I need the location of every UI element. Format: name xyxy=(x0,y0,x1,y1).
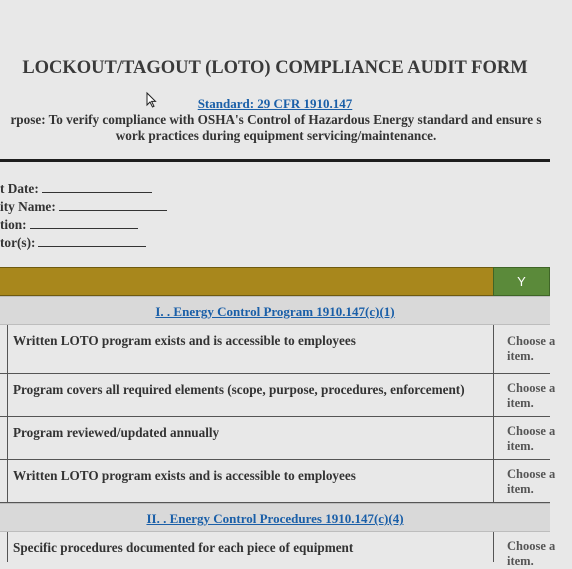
choose-item-line-2: item. xyxy=(507,349,534,363)
choose-item-line-1: Choose a xyxy=(507,334,556,348)
facility-name-label: ity Name: xyxy=(0,199,56,214)
section-link-energy-control-program[interactable]: I. . Energy Control Program 1910.147(c)(1) xyxy=(155,304,395,319)
table-header-row xyxy=(0,267,550,296)
row-gutter xyxy=(0,460,8,502)
section-heading-energy-control-program xyxy=(0,296,550,325)
table-row xyxy=(0,532,556,568)
choose-item-dropdown[interactable] xyxy=(493,325,556,373)
row-gutter xyxy=(0,325,8,373)
checklist-question: Written LOTO program exists and is accessible to employees xyxy=(13,468,356,483)
table-header-yes-column: Y xyxy=(493,267,550,296)
location-input-line[interactable] xyxy=(30,216,138,229)
choose-item-line-2: item. xyxy=(507,482,534,496)
auditors-label: tor(s): xyxy=(0,235,36,250)
choose-item-line-1: Choose a xyxy=(507,424,556,438)
purpose-line-1: rpose: To verify compliance with OSHA's Control of Hazardous Energy standard and ensure s xyxy=(10,112,542,127)
facility-name-input-line[interactable] xyxy=(59,198,167,211)
purpose-text xyxy=(0,112,572,144)
checklist-question: Written LOTO program exists and is accessible to employees xyxy=(13,333,356,348)
row-gutter xyxy=(0,417,8,459)
choose-item-dropdown[interactable] xyxy=(493,460,556,502)
section-link-energy-control-procedures[interactable]: II. . Energy Control Procedures 1910.147(c)(4) xyxy=(146,511,404,526)
table-row xyxy=(0,325,556,374)
table-row xyxy=(0,417,556,460)
choose-item-line-2: item. xyxy=(507,554,534,568)
choose-item-line-1: Choose a xyxy=(507,381,556,395)
form-title: LOCKOUT/TAGOUT (LOTO) COMPLIANCE AUDIT FORM xyxy=(22,58,528,78)
audit-date-input-line[interactable] xyxy=(42,180,152,193)
checklist-question: Specific procedures documented for each piece of equipment xyxy=(13,540,354,555)
mouse-pointer-icon xyxy=(146,92,158,108)
facility-name-field[interactable] xyxy=(0,198,167,216)
auditors-field[interactable] xyxy=(0,234,146,252)
choose-item-dropdown[interactable] xyxy=(493,532,556,568)
auditors-input-line[interactable] xyxy=(38,234,146,247)
choose-item-line-1: Choose a xyxy=(507,467,556,481)
row-gutter xyxy=(0,374,8,416)
purpose-line-2: work practices during equipment servicing/maintenance. xyxy=(115,128,437,143)
choose-item-dropdown[interactable] xyxy=(493,417,556,459)
choose-item-line-2: item. xyxy=(507,439,534,453)
header-divider xyxy=(0,159,550,162)
audit-date-field[interactable] xyxy=(0,180,152,198)
row-gutter xyxy=(0,532,8,562)
location-field[interactable] xyxy=(0,216,138,234)
choose-item-dropdown[interactable] xyxy=(493,374,556,416)
location-label: tion: xyxy=(0,217,27,232)
checklist-question: Program covers all required elements (scope, purpose, procedures, enforcement) xyxy=(13,382,465,397)
table-header-item-column xyxy=(0,267,493,296)
table-row xyxy=(0,460,556,503)
checklist-question: Program reviewed/updated annually xyxy=(13,425,220,440)
table-row xyxy=(0,374,556,417)
audit-date-label: t Date: xyxy=(0,181,39,196)
choose-item-line-1: Choose a xyxy=(507,539,556,553)
choose-item-line-2: item. xyxy=(507,396,534,410)
standard-link[interactable]: Standard: 29 CFR 1910.147 xyxy=(197,96,353,111)
section-heading-energy-control-procedures xyxy=(0,503,550,532)
